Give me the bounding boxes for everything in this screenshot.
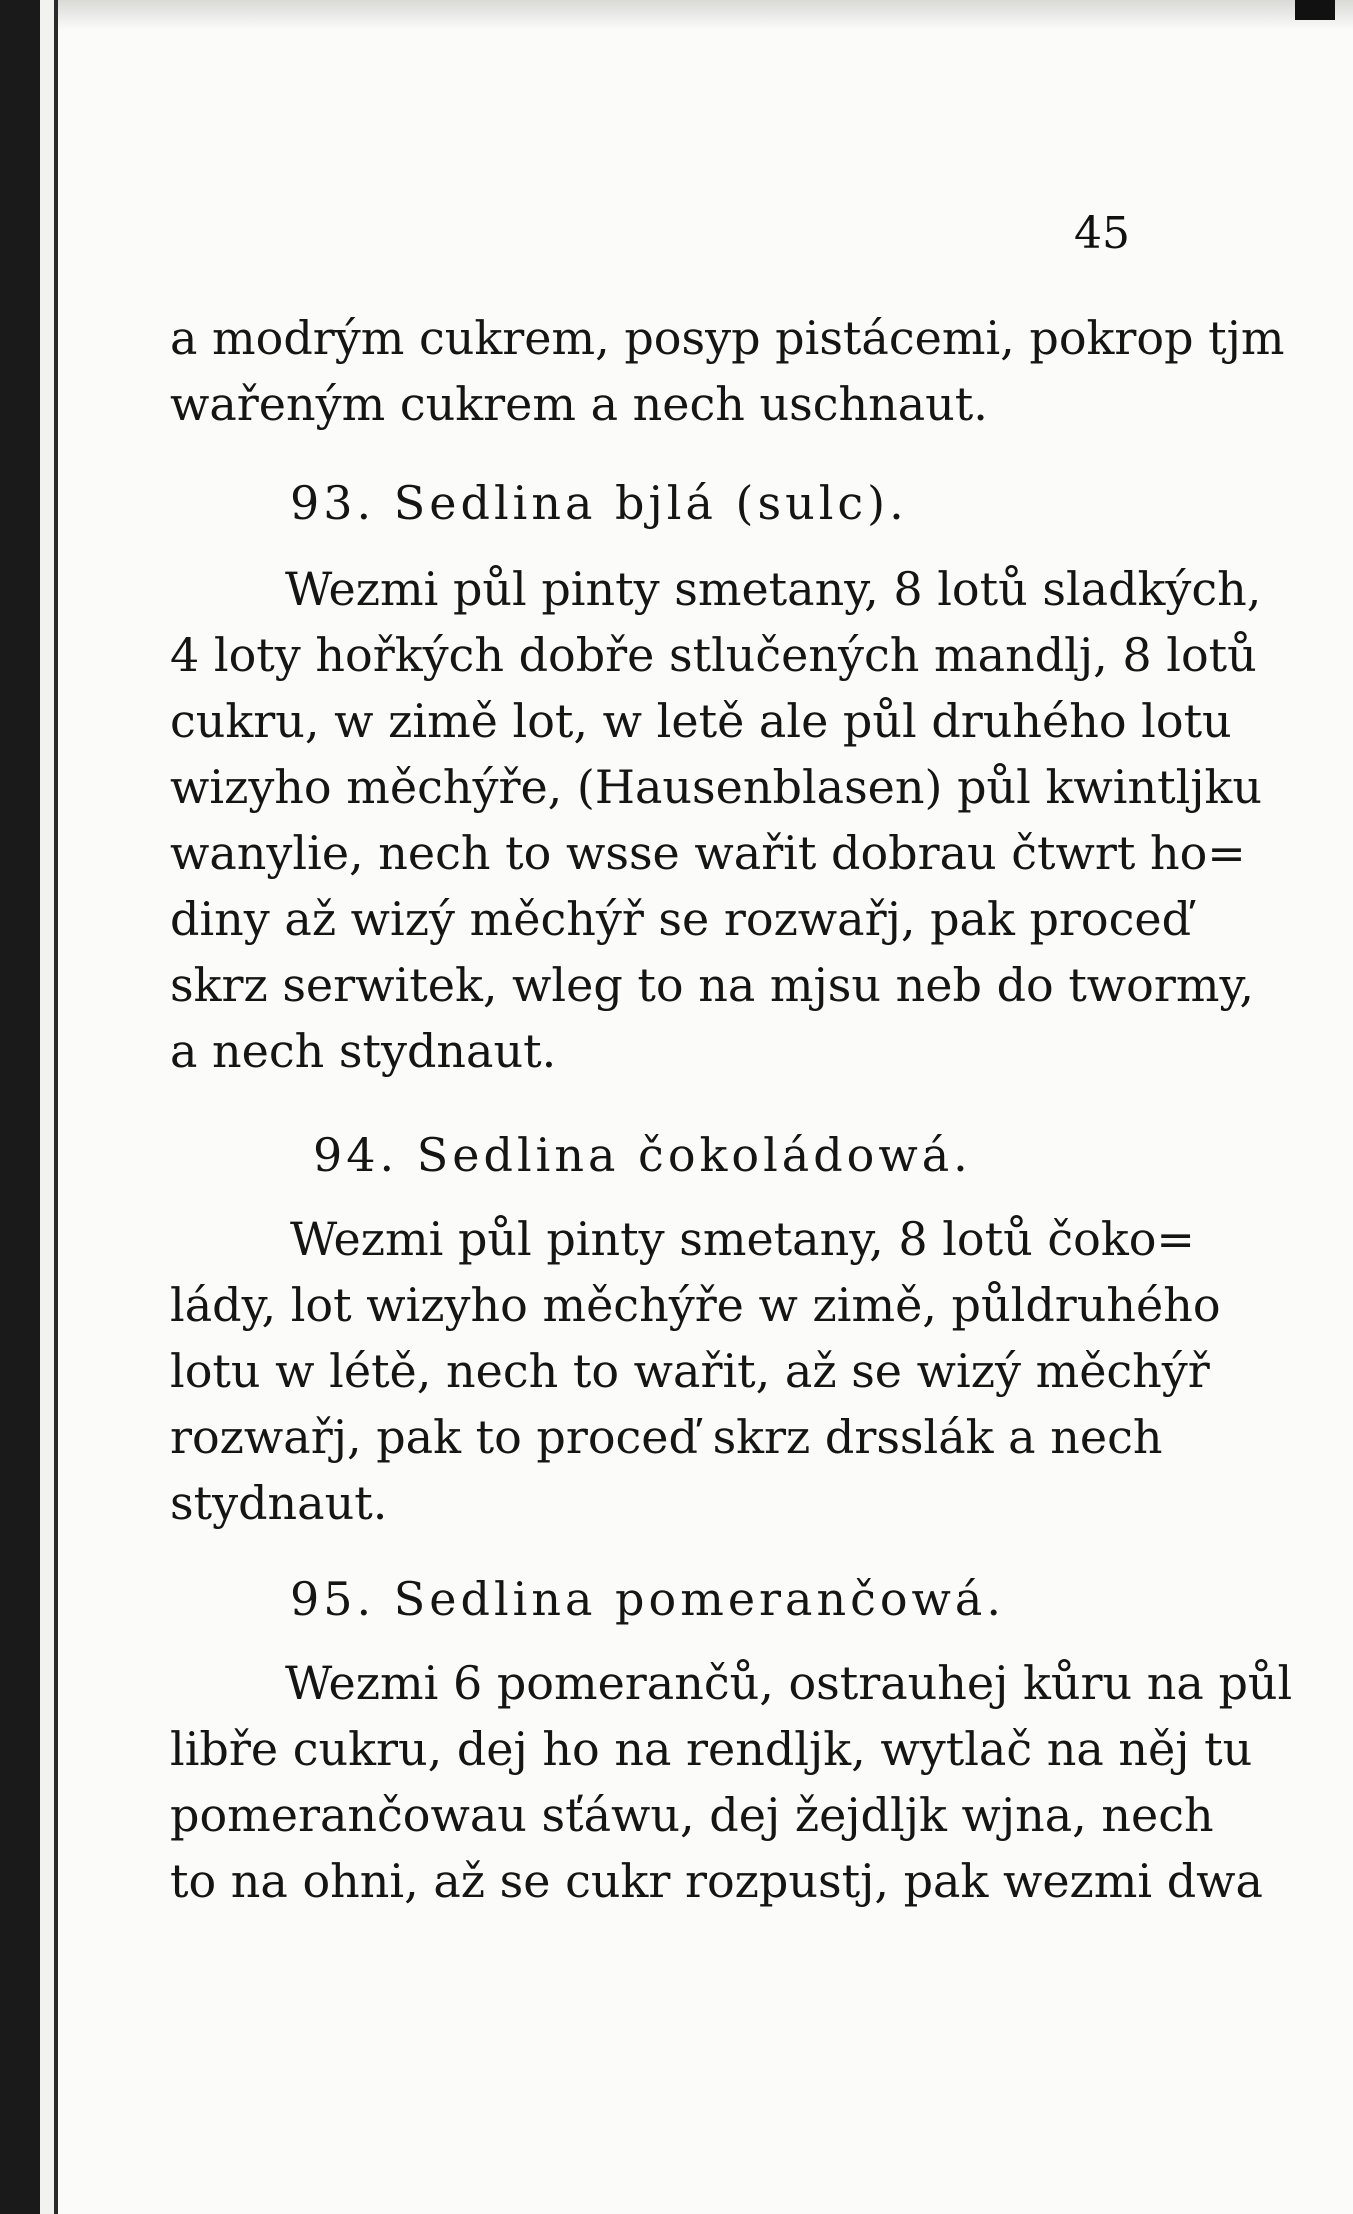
text-line: to na ohni, až se cukr rozpustj, pak wezmi dwa bbox=[170, 1854, 1263, 1908]
section-heading-94: 94. Sedlina čokoládowá. bbox=[313, 1128, 972, 1182]
text-line: Wezmi půl pinty smetany, 8 lotů čoko= bbox=[290, 1212, 1195, 1266]
page-gutter bbox=[40, 0, 54, 2214]
text-line: wařeným cukrem a nech uschnaut. bbox=[170, 377, 988, 431]
text-line: stydnaut. bbox=[170, 1476, 388, 1530]
page-left-binding-edge bbox=[0, 0, 40, 2214]
page-corner-mark bbox=[1295, 0, 1335, 20]
page-top-shadow bbox=[58, 0, 1353, 30]
text-line: libře cukru, dej ho na rendljk, wytlač na něj tu bbox=[170, 1722, 1253, 1776]
text-line: rozwařj, pak to proceď skrz drsslák a nech bbox=[170, 1410, 1163, 1464]
text-line: skrz serwitek, wleg to na mjsu neb do twormy, bbox=[170, 958, 1254, 1012]
text-line: diny až wizý měchýř se rozwařj, pak proceď bbox=[170, 892, 1192, 946]
text-line: wanylie, nech to wsse wařit dobrau čtwrt ho= bbox=[170, 826, 1246, 880]
section-heading-93: 93. Sedlina bjlá (sulc). bbox=[290, 476, 908, 530]
text-line: lotu w létě, nech to wařit, až se wizý měchýř bbox=[170, 1344, 1210, 1398]
text-line: Wezmi 6 pomerančů, ostrauhej kůru na půl bbox=[285, 1656, 1293, 1710]
text-line: Wezmi půl pinty smetany, 8 lotů sladkých, bbox=[285, 562, 1262, 616]
text-line: wizyho měchýře, (Hausenblasen) půl kwintljku bbox=[170, 760, 1263, 814]
text-line: lády, lot wizyho měchýře w zimě, půldruhého bbox=[170, 1278, 1221, 1332]
text-line: pomerančowau sťáwu, dej žejdljk wjna, nech bbox=[170, 1788, 1214, 1842]
page-left-rule bbox=[54, 0, 58, 2214]
text-line: a modrým cukrem, posyp pistácemi, pokrop tjm bbox=[170, 311, 1285, 365]
section-heading-95: 95. Sedlina pomerančowá. bbox=[290, 1572, 1005, 1626]
text-line: a nech stydnaut. bbox=[170, 1024, 557, 1078]
text-line: 4 loty hořkých dobře stlučených mandlj, 8 lotů bbox=[170, 628, 1257, 682]
page-number: 45 bbox=[1074, 208, 1130, 259]
text-line: cukru, w zimě lot, w letě ale půl druhého lotu bbox=[170, 694, 1232, 748]
